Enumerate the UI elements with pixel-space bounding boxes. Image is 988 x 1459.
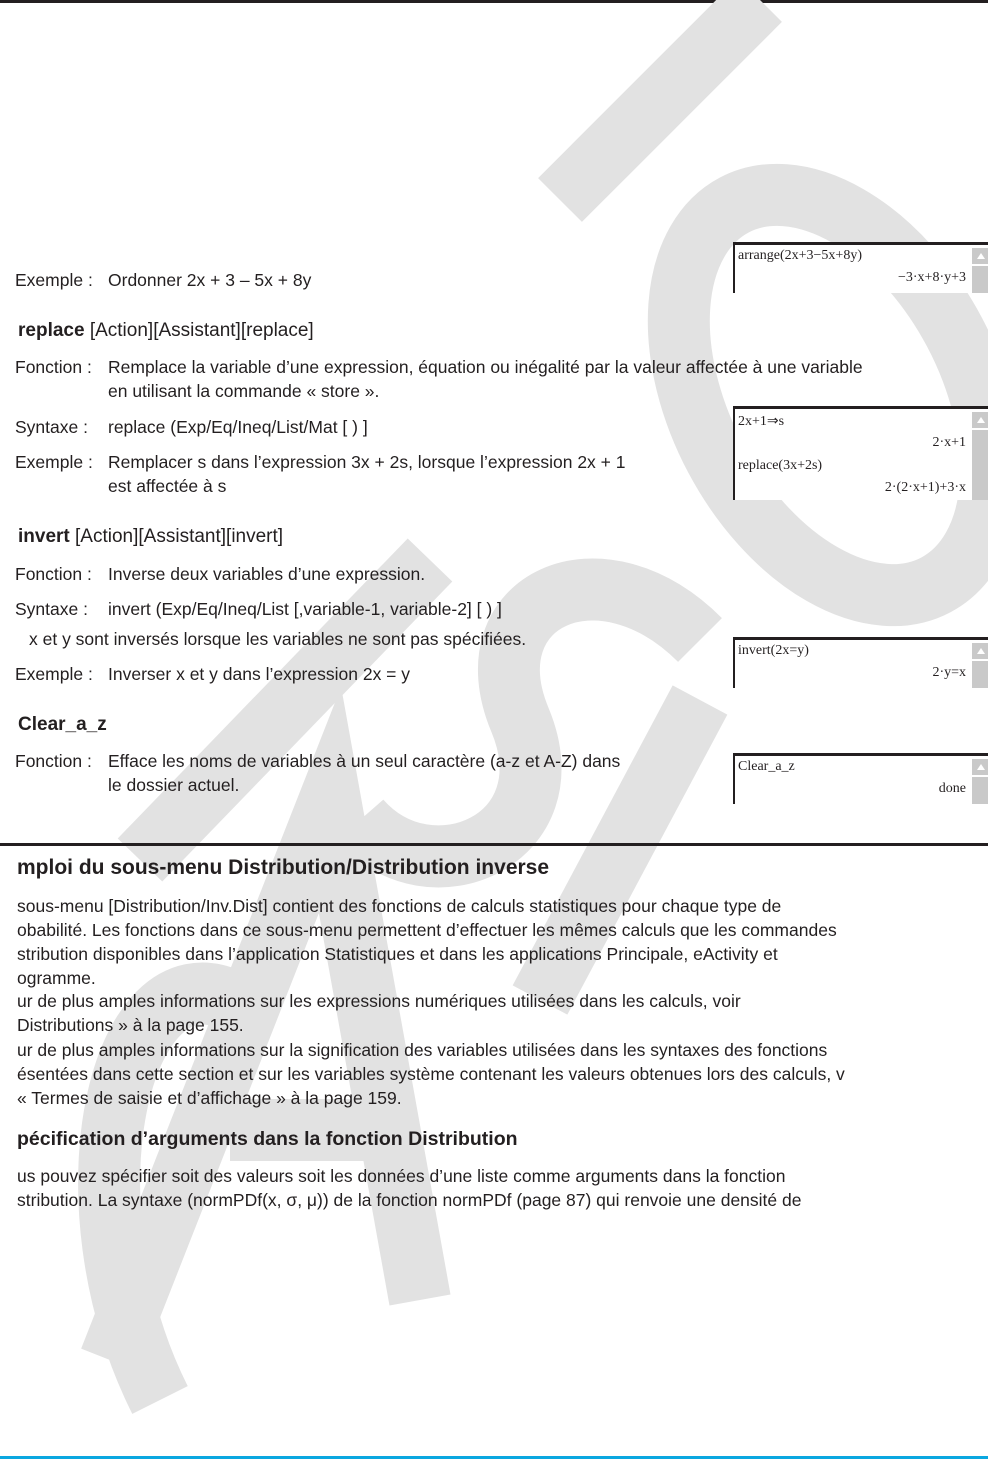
replace-example [15, 450, 625, 474]
function-label: Fonction : [15, 751, 92, 771]
function-label: Fonction : [15, 357, 92, 377]
example-text: Ordonner 2x + 3 – 5x + 8y [108, 270, 312, 290]
example-label: Exemple : [15, 452, 93, 472]
paragraph-line: Distributions » à la page 155. [17, 1015, 244, 1035]
example-text-cont: est affectée à s [108, 476, 227, 496]
example-text: Inverser x et y dans l’expression 2x = y [108, 664, 411, 684]
calc-output: 2·x+1 [932, 435, 966, 450]
replace-syntax [15, 415, 368, 439]
paragraph-line: ur de plus amples informations sur la signification des variables utilisées dans les syntaxes des fonctions [17, 1040, 828, 1060]
clear-a-z-heading: Clear_a_z [18, 714, 107, 735]
example-label: Exemple : [15, 664, 93, 684]
scroll-up-icon[interactable] [972, 248, 988, 264]
invert-calc-screen [733, 637, 988, 688]
example-text: Remplacer s dans l’expression 3x + 2s, lorsque l’expression 2x + 1 [108, 452, 626, 472]
paragraph-line: us pouvez spécifier soit des valeurs soit les données d’une liste comme arguments dans la fonction [17, 1166, 786, 1186]
clear-a-z-calc-screen [733, 753, 988, 804]
invert-function [15, 562, 425, 586]
function-text: Remplace la variable d’une expression, équation ou inégalité par la valeur affectée à une variable [108, 357, 863, 377]
command-name: replace [18, 320, 85, 341]
paragraph-line: ogramme. [17, 968, 96, 988]
calc-input: arrange(2x+3−5x+8y) [738, 248, 862, 263]
calc-output: 2·(2·x+1)+3·x [884, 480, 966, 495]
function-text-cont: le dossier actuel. [108, 775, 240, 795]
replace-heading [18, 320, 314, 342]
paragraph-line: stribution. La syntaxe (normPDf(x, σ, μ)) de la fonction normPDf (page 87) qui renvoie une densité de [17, 1190, 802, 1210]
function-text: Inverse deux variables d’une expression. [108, 564, 426, 584]
calc-input: invert(2x=y) [738, 643, 809, 658]
invert-syntax [15, 597, 502, 621]
function-text: Efface les noms de variables à un seul caractère (a-z et A-Z) dans [108, 751, 621, 771]
example-label: Exemple : [15, 270, 93, 290]
paragraph-line: ésentées dans cette section et sur les variables système contenant les valeurs obtenues lors des calculs, v [17, 1064, 845, 1084]
arrange-example [15, 268, 311, 292]
invert-example [15, 662, 410, 686]
scroll-up-icon[interactable] [972, 412, 988, 428]
replace-function [15, 355, 863, 379]
calc-output: done [938, 781, 966, 796]
scrollbar[interactable] [972, 430, 988, 500]
syntax-text: invert (Exp/Eq/Ineq/List [,variable-1, variable-2] [ ) ] [108, 599, 502, 619]
distribution-subheading: pécification d’arguments dans la fonction Distribution [17, 1128, 518, 1150]
section-divider [0, 843, 988, 846]
paragraph-line: obabilité. Les fonctions dans ce sous-menu permettent d’effectuer les mêmes calculs que les commandes [17, 920, 837, 940]
clear-a-z-function [15, 749, 620, 773]
scroll-up-icon[interactable] [972, 643, 988, 659]
command-name: invert [18, 526, 70, 547]
function-text-cont: en utilisant la commande « store ». [108, 381, 380, 401]
paragraph-line: ur de plus amples informations sur les expressions numériques utilisées dans les calculs, voir [17, 991, 741, 1011]
paragraph-line: « Termes de saisie et d’affichage » à la page 159. [17, 1088, 402, 1108]
invert-note: x et y sont inversés lorsque les variables ne sont pas spécifiées. [29, 629, 527, 649]
menu-path: [Action][Assistant][replace] [89, 320, 314, 341]
calc-output: −3·x+8·y+3 [897, 270, 966, 285]
calc-input: Clear_a_z [738, 759, 795, 774]
syntax-text: replace (Exp/Eq/Ineq/List/Mat [ ) ] [108, 417, 368, 437]
scrollbar[interactable] [972, 266, 988, 293]
scrollbar[interactable] [972, 661, 988, 688]
arrange-calc-screen [733, 242, 988, 293]
syntax-label: Syntaxe : [15, 417, 88, 437]
replace-calc-screen [733, 406, 988, 500]
menu-path: [Action][Assistant][invert] [75, 526, 284, 547]
distribution-heading: mploi du sous-menu Distribution/Distribution inverse [17, 856, 550, 879]
syntax-label: Syntaxe : [15, 599, 88, 619]
scrollbar[interactable] [972, 777, 988, 804]
calc-input: replace(3x+2s) [738, 458, 823, 473]
calc-input: 2x+1⇒s [738, 414, 785, 429]
function-label: Fonction : [15, 564, 92, 584]
calc-output: 2·y=x [932, 665, 966, 680]
paragraph-line: stribution disponibles dans l’application Statistiques et dans les applications Principale, eActivity et [17, 944, 778, 964]
invert-heading [18, 526, 283, 548]
paragraph-line: sous-menu [Distribution/Inv.Dist] contient des fonctions de calculs statistiques pour chaque type de [17, 896, 782, 916]
scroll-up-icon[interactable] [972, 759, 988, 775]
